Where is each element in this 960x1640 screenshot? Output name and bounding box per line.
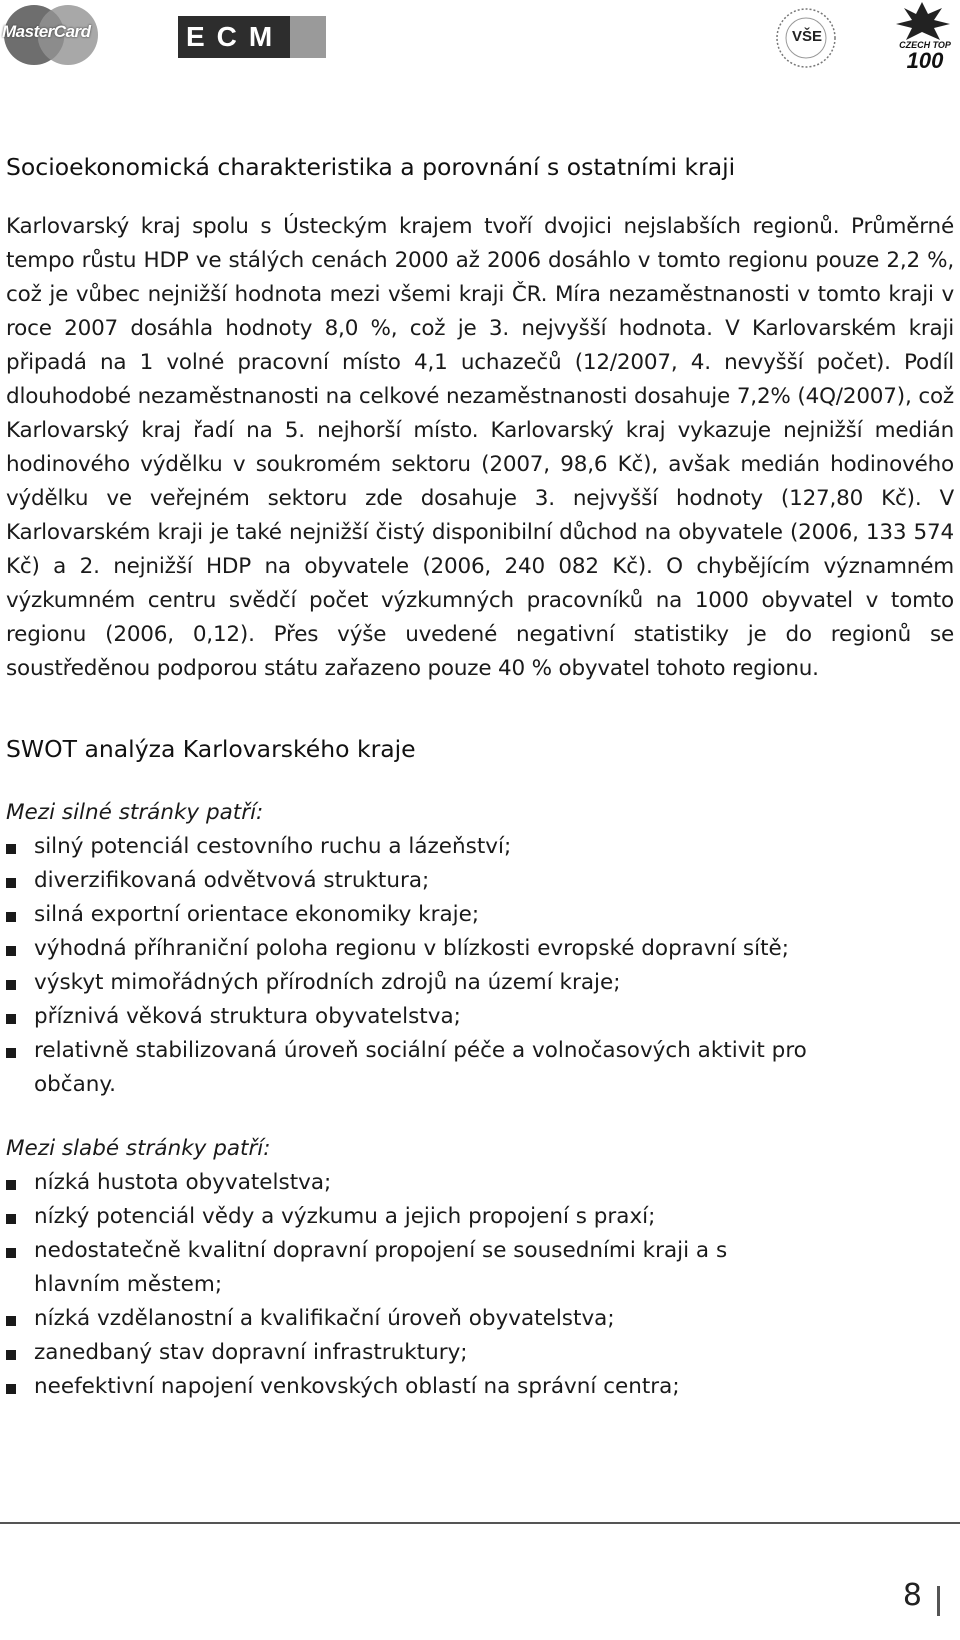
bullet-square-icon	[6, 912, 16, 922]
czech-top-number: 100	[906, 48, 944, 73]
header-logos	[0, 0, 960, 80]
bullet-square-icon	[6, 878, 16, 888]
section-heading-socioeconomic: Socioekonomická charakteristika a porovnání s ostatními kraji	[6, 153, 736, 181]
bullet-square-icon	[6, 1384, 16, 1394]
bullet-square-icon	[6, 1316, 16, 1326]
czech-top-100-logo	[884, 0, 960, 72]
vse-logo	[770, 6, 842, 70]
list-item: zanedbaný stav dopravní infrastruktury;	[6, 1336, 954, 1370]
bullet-square-icon	[6, 1350, 16, 1360]
list-item: silný potenciál cestovního ruchu a lázeňství;	[6, 830, 954, 864]
bullet-square-icon	[6, 1014, 16, 1024]
list-item: nízký potenciál vědy a výzkumu a jejich propojení s praxí;	[6, 1200, 954, 1234]
weaknesses-title: Mezi slabé stránky patří:	[6, 1136, 271, 1161]
bullet-square-icon	[6, 1180, 16, 1190]
bullet-square-icon	[6, 1214, 16, 1224]
list-item: relativně stabilizovaná úroveň sociální péče a volnočasových aktivit pro občany.	[6, 1034, 954, 1102]
list-item: diverzifikovaná odvětvová struktura;	[6, 864, 954, 898]
list-item: nedostatečně kvalitní dopravní propojení se sousedními kraji a s hlavním městem;	[6, 1234, 954, 1302]
bullet-square-icon	[6, 1048, 16, 1058]
page-number-bar	[937, 1586, 940, 1616]
bullet-square-icon	[6, 946, 16, 956]
list-item: nízká vzdělanostní a kvalifikační úroveň obyvatelstva;	[6, 1302, 954, 1336]
strengths-list	[6, 830, 954, 1102]
list-item: příznivá věková struktura obyvatelstva;	[6, 1000, 954, 1034]
czech-top-star-icon	[884, 0, 960, 44]
strengths-title: Mezi silné stránky patří:	[6, 800, 264, 825]
mastercard-logo	[0, 4, 102, 66]
list-item: nízká hustota obyvatelstva;	[6, 1166, 954, 1200]
bullet-square-icon	[6, 980, 16, 990]
ecm-logo	[178, 16, 326, 58]
socioeconomic-paragraph: Karlovarský kraj spolu s Ústeckým krajem tvoří dvojici nejslabších regionů. Průměrné tempo růstu HDP ve stálých cenách 2000 až 2006 dosáhlo v tomto regionu pouze 2,2 %, což je vůbec nejnižší hodnota mezi všemi kraji ČR. Míra nezaměstnanosti v tomto kraji v roce 2007 dosáhla hodnoty 8,0 %, což je 3. nejvyšší hodnota. V Karlovarském kraji připadá na 1 volné pracovní místo 4,1 uchazečů (12/2007, 4. nevyšší počet). Podíl dlouhodobé nezaměstnanosti na celkové nezaměstnanosti dosahuje 7,2% (4Q/2007), což Karlovarský kraj řadí na 5. nejhorší místo. Karlovarský kraj vykazuje nejnižší medián hodinového výdělku v soukromém sektoru (2007, 98,6 Kč), avšak medián hodinového výdělku ve veřejném sektoru zde dosahuje 3. nejvyšší hodnoty (127,80 Kč). V Karlovarském kraji je také nejnižší čistý disponibilní důchod na obyvatele (2006, 133 574 Kč) a 2. nejnižší HDP na obyvatele (2006, 240 082 Kč). O chybějícím významném výzkumném centru svědčí počet výzkumných pracovníků na 1000 obyvatel v tomto regionu (2006, 0,12). Přes výše uvedené negativní statistiky je do regionů se soustředěnou podporou státu zařazeno pouze 40 % obyvatel tohoto regionu.	[6, 214, 954, 681]
document-body	[6, 150, 954, 1404]
list-item: silná exportní orientace ekonomiky kraje;	[6, 898, 954, 932]
footer-divider	[0, 1522, 960, 1524]
bullet-square-icon	[6, 1248, 16, 1258]
czech-top-label: CZECH TOP	[899, 40, 951, 50]
bullet-square-icon	[6, 844, 16, 854]
ecm-logo-bar	[290, 16, 326, 58]
list-item: výhodná příhraniční poloha regionu v blízkosti evropské dopravní sítě;	[6, 932, 954, 966]
list-item: výskyt mimořádných přírodních zdrojů na území kraje;	[6, 966, 954, 1000]
ecm-logo-text: ECM	[178, 16, 290, 58]
list-item: neefektivní napojení venkovských oblastí na správní centra;	[6, 1370, 954, 1404]
weaknesses-list	[6, 1166, 954, 1404]
mastercard-logo-text: MasterCard	[2, 22, 91, 41]
section-heading-swot: SWOT analýza Karlovarského kraje	[6, 735, 416, 763]
vse-logo-text: VŠE	[792, 28, 823, 45]
page-number: 8	[902, 1578, 922, 1613]
